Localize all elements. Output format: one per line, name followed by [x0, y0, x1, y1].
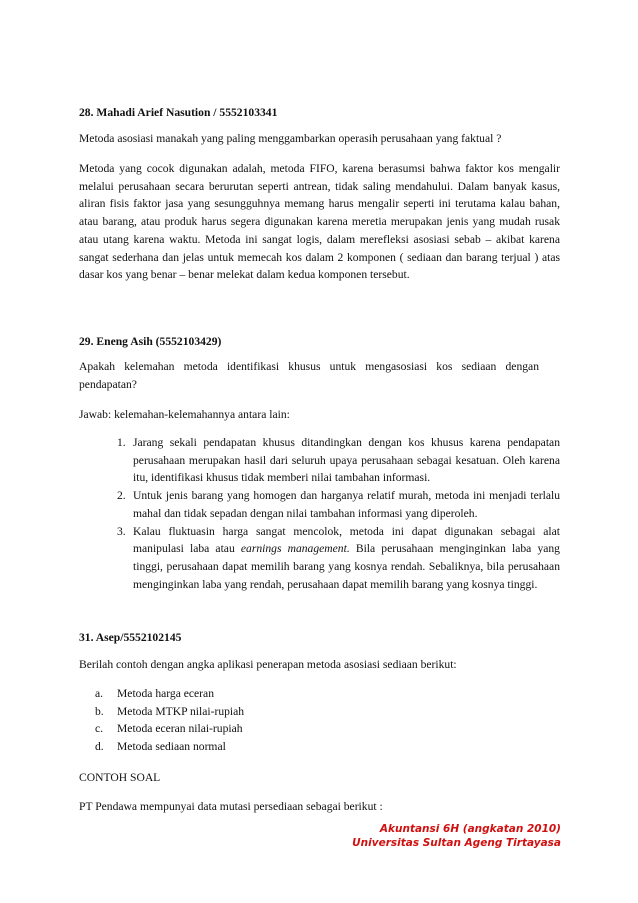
section-29-heading	[79, 333, 560, 351]
question-text: Metoda asosiasi manakah yang paling menggambarkan operasih perusahaan yang faktual ?	[79, 132, 502, 145]
list-item-text: Metoda MTKP nilai-rupiah	[117, 704, 245, 718]
contoh-soal-text: CONTOH SOAL	[79, 771, 161, 784]
section-31-question	[79, 656, 560, 674]
pt-pendawa-text: PT Pendawa mempunyai data mutasi persediaan sebagai berikut :	[79, 800, 383, 813]
footer-line-2: Universitas Sultan Ageng Tirtayasa	[352, 837, 561, 849]
list-item-text: Jarang sekali pendapatan khusus ditandingkan dengan kos khusus karena pendapatan perusahaan merupakan hasil dari seluruh upaya perusahaan sebagai kesatuan. Oleh karena itu, identifikasi khusus tidak memberi nilai tambahan informasi.	[133, 436, 560, 485]
footer-line-1: Akuntansi 6H (angkatan 2010)	[379, 823, 561, 835]
question-text: Berilah contoh dengan angka aplikasi penerapan metoda asosiasi sediaan berikut:	[79, 658, 457, 671]
section-28-answer	[79, 160, 560, 284]
intro-text: Jawab: kelemahan-kelemahannya antara lain:	[79, 408, 290, 421]
contoh-soal-label	[79, 769, 560, 787]
list-item-text: Metoda eceran nilai-rupiah	[117, 722, 243, 736]
section-31-heading	[79, 629, 560, 647]
method-list	[79, 685, 560, 756]
list-number: 1.	[117, 436, 126, 449]
section-28-heading	[79, 104, 560, 122]
list-letter: b.	[95, 704, 104, 718]
question-text: Apakah kelemahan metoda identifikasi khusus untuk mengasosiasi kos sediaan dengan pendapatan?	[79, 360, 539, 391]
list-item	[79, 487, 560, 522]
list-number: 3.	[117, 524, 126, 538]
section-heading: 29. Eneng Asih (5552103429)	[79, 335, 222, 348]
list-item	[79, 703, 560, 721]
emphasis-text: earnings management.	[240, 542, 350, 556]
list-item	[79, 685, 560, 703]
list-item	[79, 523, 560, 594]
page-footer	[352, 822, 561, 850]
section-heading: 28. Mahadi Arief Nasution / 5552103341	[79, 106, 278, 119]
list-letter: d.	[95, 740, 104, 754]
pt-pendawa-line	[79, 798, 560, 816]
section-heading: 31. Asep/5552102145	[79, 631, 182, 644]
list-item	[79, 434, 560, 487]
list-letter: c.	[95, 722, 104, 736]
list-item-text: Untuk jenis barang yang homogen dan harganya relatif murah, metoda ini menjadi terlalu mahal dan tidak sepadan dengan nilai tambahan informasi yang diperoleh.	[133, 489, 560, 520]
list-item-text: Kalau fluktuasin harga sangat mencolok, metoda ini dapat digunakan sebagai alat manipulasi laba atau	[133, 524, 560, 556]
answer-paragraph: Metoda yang cocok digunakan adalah, metoda FIFO, karena berasumsi bahwa faktor kos mengalir melalui perusahaan secara berurutan seperti antrean, tidak saling mendahului. Dalam banyak kasus, aliran fisis faktor jasa yang sesungguhnya memang harus mengalir seperti ini terutama kalau bahan, atau barang, atau produk harus segera digunakan karena meretia merupakan jenis yang mudah rusak atau utang karena waktu. Metoda ini sangat logis, dalam merefleksi asosiasi sebab – akibat karena sangat sederhana dan jelas untuk memecah kos dalam 2 komponen ( sediaan dan barang terjual ) atas dasar kos yang benar – benar melekat dalam kedua komponen tersebut.	[79, 162, 560, 282]
weakness-list	[79, 434, 560, 593]
list-item	[79, 720, 560, 738]
section-28-question	[79, 130, 560, 148]
section-29-question	[79, 358, 560, 393]
list-item-text: Metoda harga eceran	[117, 687, 214, 700]
list-number: 2.	[117, 489, 126, 503]
list-item	[79, 738, 560, 756]
list-item-text: Metoda sediaan normal	[117, 740, 226, 754]
list-item-text: Bila perusahaan menginginkan laba yang tinggi, perusahaan dapat memilih barang yang kosnya rendah. Sebaliknya, bila perusahaan menginginkan laba yang rendah, perusahaan dapat memilih barang yang kosnya tinggi.	[133, 542, 560, 591]
section-29-intro	[79, 406, 560, 424]
list-letter: a.	[95, 687, 104, 700]
